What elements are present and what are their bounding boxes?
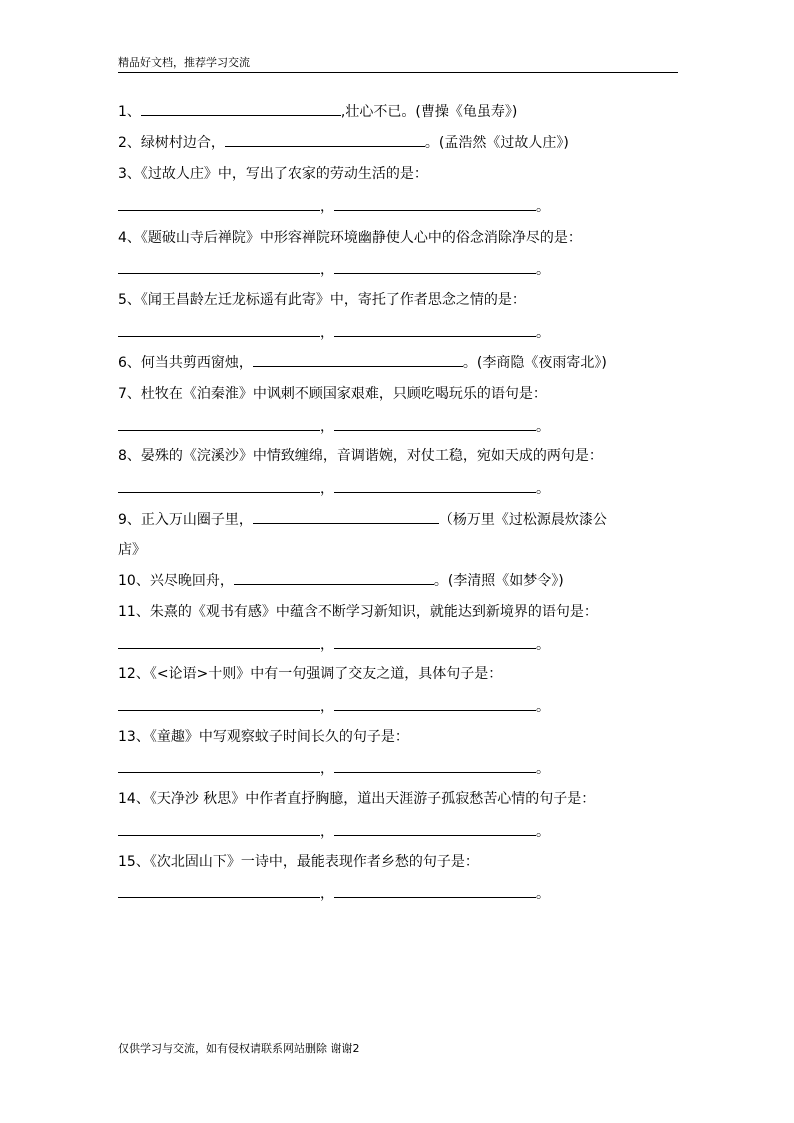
answer-row-4 xyxy=(118,259,550,280)
question-text: 朱熹的《观书有感》中蕴含不断学习新知识，就能达到新境界的语句是： xyxy=(149,604,598,620)
answer-blank[interactable] xyxy=(334,259,536,274)
period: 。 xyxy=(536,481,550,497)
period: 。 xyxy=(536,824,550,840)
comma: ， xyxy=(320,325,334,341)
question-14 xyxy=(118,789,595,809)
question-text: 。(李清照《如梦令》) xyxy=(433,573,564,589)
comma: ， xyxy=(320,761,334,777)
answer-blank[interactable] xyxy=(225,132,425,147)
question-text: 正入万山圈子里， xyxy=(140,512,253,528)
answer-blank[interactable] xyxy=(334,821,536,836)
period: 。 xyxy=(536,886,550,902)
question-text: 《天净沙 秋思》中作者直抒胸臆，道出天涯游子孤寂愁苦心情的句子是： xyxy=(149,791,596,807)
comma: ， xyxy=(320,199,334,215)
question-11 xyxy=(118,602,598,622)
question-5 xyxy=(118,290,526,310)
comma: ， xyxy=(320,637,334,653)
question-12 xyxy=(118,664,502,684)
period: 。 xyxy=(536,419,550,435)
question-7 xyxy=(118,384,547,404)
answer-blank[interactable] xyxy=(118,883,320,898)
question-text: 店》 xyxy=(118,542,146,558)
question-text: 《题破山寺后禅院》中形容禅院环境幽静使人心中的俗念消除净尽的是： xyxy=(140,230,582,246)
answer-row-3 xyxy=(118,196,550,217)
question-text: 绿树村边合， xyxy=(140,135,225,151)
question-8 xyxy=(118,446,603,466)
question-number: 5、 xyxy=(118,292,141,308)
comma: ， xyxy=(320,481,334,497)
question-text: 《过故人庄》中，写出了农家的劳动生活的是： xyxy=(140,166,428,182)
answer-blank[interactable] xyxy=(334,416,536,431)
question-text: 杜牧在《泊秦淮》中讽刺不顾国家艰难，只顾吃喝玩乐的语句是： xyxy=(140,386,547,402)
question-text: 。(李商隐《夜雨寄北》) xyxy=(462,355,607,371)
answer-row-15 xyxy=(118,883,550,904)
question-13 xyxy=(118,727,409,747)
answer-blank[interactable] xyxy=(141,101,341,116)
answer-blank[interactable] xyxy=(118,322,320,337)
answer-blank[interactable] xyxy=(118,478,320,493)
answer-blank[interactable] xyxy=(334,883,536,898)
answer-blank[interactable] xyxy=(334,634,536,649)
answer-blank[interactable] xyxy=(118,634,320,649)
question-number: 3、 xyxy=(118,166,141,182)
period: 。 xyxy=(536,199,550,215)
question-number: 15、 xyxy=(118,854,150,870)
answer-blank[interactable] xyxy=(118,196,320,211)
question-number: 11、 xyxy=(118,604,150,620)
question-10 xyxy=(118,570,564,591)
question-text: （杨万里《过松源晨炊漆公 xyxy=(438,512,607,528)
question-number: 8、 xyxy=(118,448,141,464)
answer-row-12 xyxy=(118,696,550,717)
answer-row-7 xyxy=(118,416,550,437)
question-6 xyxy=(118,352,607,373)
answer-blank[interactable] xyxy=(334,322,536,337)
period: 。 xyxy=(536,262,550,278)
question-text: 《次北固山下》一诗中，最能表现作者乡愁的句子是： xyxy=(149,854,479,870)
answer-blank[interactable] xyxy=(334,758,536,773)
question-text: 。(孟浩然《过故人庄》) xyxy=(424,135,569,151)
question-2 xyxy=(118,132,569,153)
question-text: 何当共剪西窗烛， xyxy=(140,355,253,371)
question-4 xyxy=(118,228,582,248)
question-number: 9、 xyxy=(118,512,141,528)
period: 。 xyxy=(536,761,550,777)
question-number: 14、 xyxy=(118,791,150,807)
question-number: 1、 xyxy=(118,104,141,120)
page-footer: 仅供学习与交流，如有侵权请联系网站删除 谢谢2 xyxy=(118,1042,360,1055)
question-number: 6、 xyxy=(118,355,141,371)
answer-row-11 xyxy=(118,634,550,655)
answer-blank[interactable] xyxy=(334,696,536,711)
question-number: 10、 xyxy=(118,573,150,589)
question-number: 2、 xyxy=(118,135,141,151)
answer-blank[interactable] xyxy=(118,696,320,711)
question-text: 《童趣》中写观察蚊子时间长久的句子是： xyxy=(149,729,409,745)
question-1 xyxy=(118,101,517,122)
question-text: 晏殊的《浣溪沙》中情致缠绵，音调谐婉，对仗工稳，宛如天成的两句是： xyxy=(140,448,603,464)
header-divider xyxy=(118,72,678,73)
comma: ， xyxy=(320,262,334,278)
question-9 xyxy=(118,509,607,530)
answer-row-8 xyxy=(118,478,550,499)
question-text: ,壮心不已。(曹操《龟虽寿》) xyxy=(340,104,518,120)
period: 。 xyxy=(536,699,550,715)
question-3 xyxy=(118,164,428,184)
answer-blank[interactable] xyxy=(234,570,434,585)
period: 。 xyxy=(536,325,550,341)
answer-blank[interactable] xyxy=(118,758,320,773)
question-number: 12、 xyxy=(118,666,150,682)
question-number: 7、 xyxy=(118,386,141,402)
period: 。 xyxy=(536,637,550,653)
question-number: 13、 xyxy=(118,729,150,745)
question-number: 4、 xyxy=(118,230,141,246)
question-text: 兴尽晚回舟， xyxy=(149,573,234,589)
question-text: 《<论语>十则》中有一句强调了交友之道，具体句子是： xyxy=(149,666,503,682)
answer-blank[interactable] xyxy=(118,821,320,836)
comma: ， xyxy=(320,886,334,902)
answer-blank[interactable] xyxy=(334,196,536,211)
comma: ， xyxy=(320,419,334,435)
comma: ， xyxy=(320,824,334,840)
answer-blank[interactable] xyxy=(118,259,320,274)
answer-blank[interactable] xyxy=(253,352,463,367)
answer-row-5 xyxy=(118,322,550,343)
answer-blank[interactable] xyxy=(253,509,439,524)
answer-blank[interactable] xyxy=(118,416,320,431)
answer-row-13 xyxy=(118,758,550,779)
question-9-continued xyxy=(118,540,146,560)
page-header: 精品好文档，推荐学习交流 xyxy=(118,56,250,69)
comma: ， xyxy=(320,699,334,715)
answer-row-14 xyxy=(118,821,550,842)
question-text: 《闻王昌龄左迁龙标遥有此寄》中，寄托了作者思念之情的是： xyxy=(140,292,526,308)
answer-blank[interactable] xyxy=(334,478,536,493)
question-15 xyxy=(118,852,479,872)
